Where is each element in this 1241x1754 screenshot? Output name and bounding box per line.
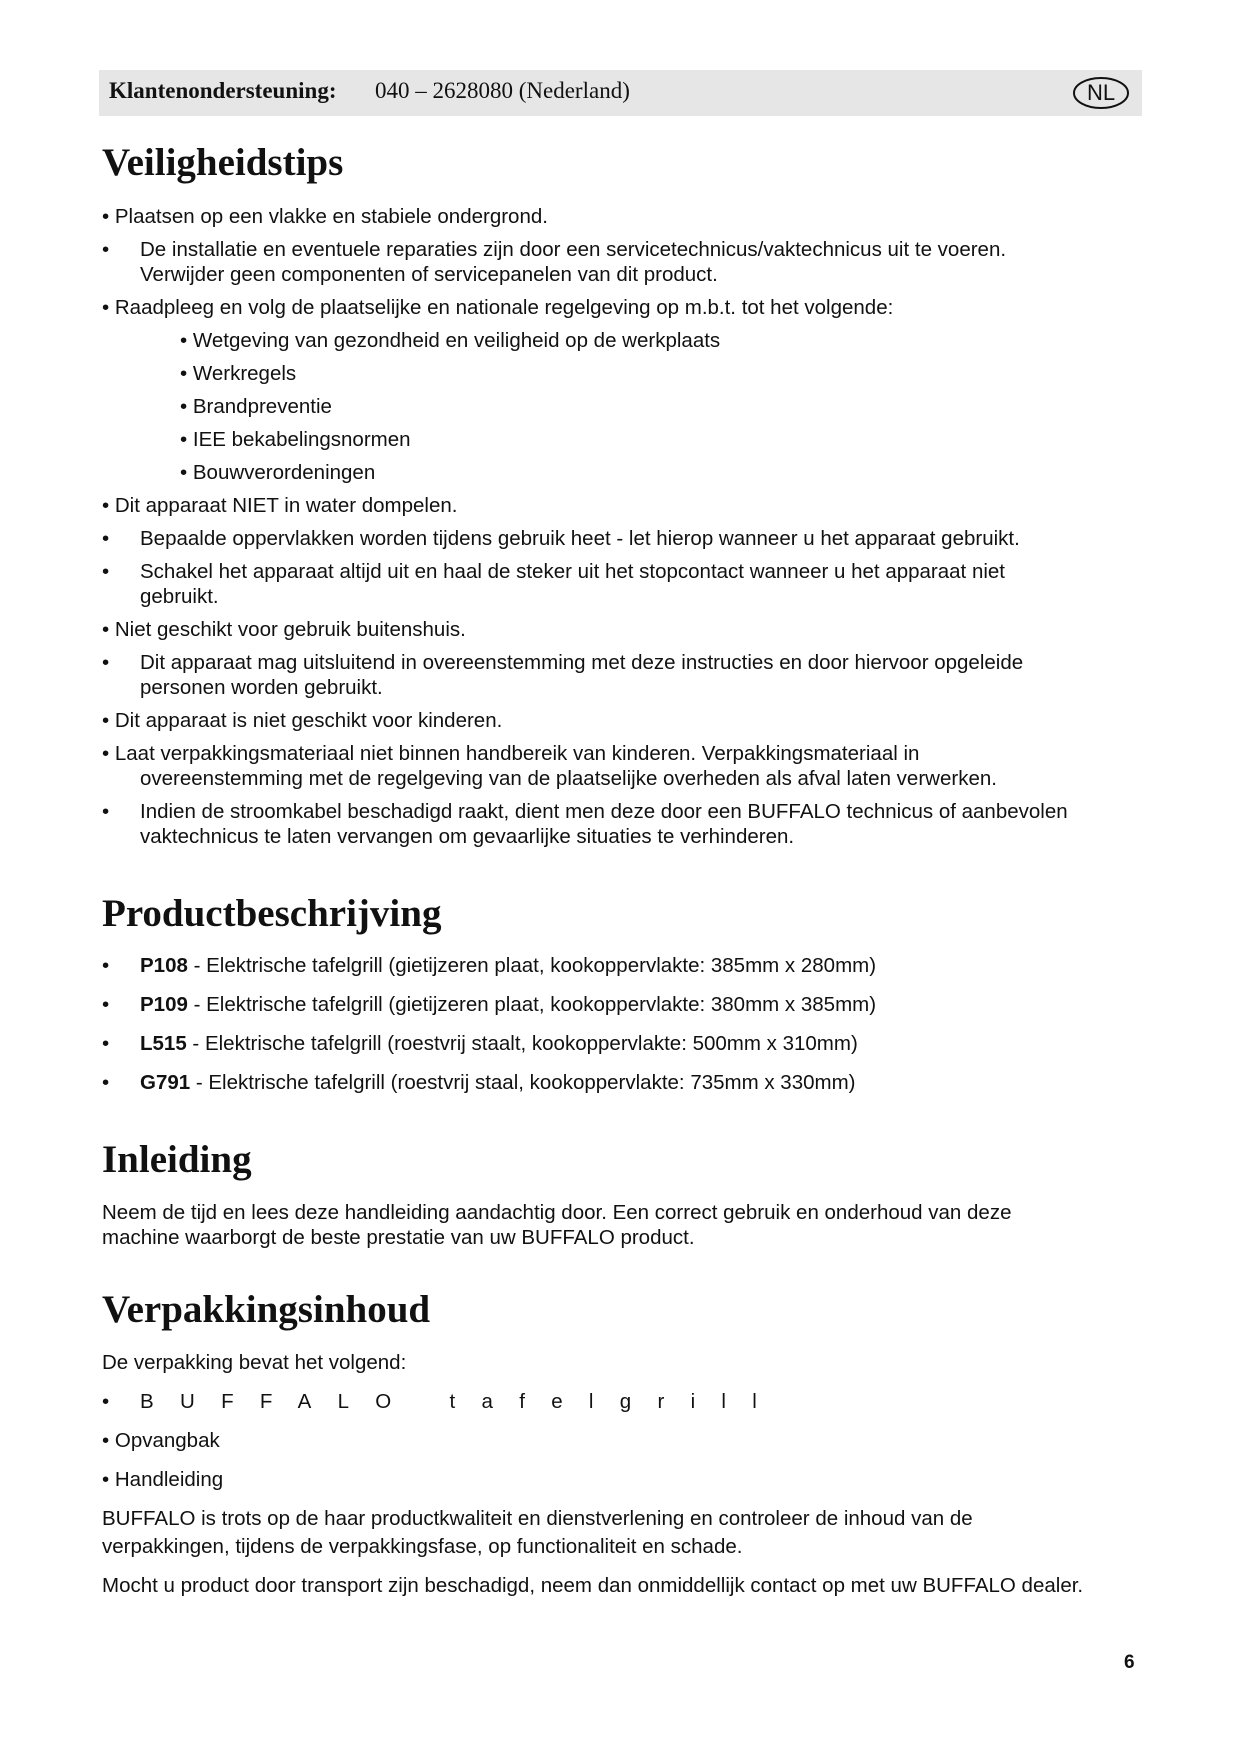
- customer-support-header: [99, 70, 1142, 116]
- package-paragraph: Mocht u product door transport zijn beschadigd, neem dan onmiddellijk contact op met uw BUFFALO dealer.: [102, 1574, 1084, 1597]
- package-lead: De verpakking bevat het volgend:: [102, 1351, 407, 1374]
- sub-list-item: • IEE bekabelingsnormen: [180, 428, 411, 451]
- list-item-continuation: overeenstemming met de regelgeving van de plaatselijke overheden als afval laten verwerken.: [140, 767, 997, 790]
- list-item: • De installatie en eventuele reparaties zijn door een servicetechnicus/vaktechnicus uit te voeren.: [102, 238, 1007, 261]
- list-item: • Bepaalde oppervlakken worden tijdens gebruik heet - let hierop wanneer u het apparaat gebruikt.: [102, 527, 1020, 550]
- list-item: • Raadpleeg en volg de plaatselijke en nationale regelgeving op m.b.t. tot het volgende:: [102, 296, 894, 319]
- section-title-safety: Veiligheidstips: [102, 141, 344, 184]
- product-code: P109: [140, 993, 188, 1016]
- section-title-intro: Inleiding: [102, 1138, 252, 1181]
- product-item: • L515 - Elektrische tafelgrill (roestvrij staalt, kookoppervlakte: 500mm x 310mm): [102, 1032, 858, 1055]
- package-paragraph-line: BUFFALO is trots op de haar productkwaliteit en dienstverlening en controleer de inhoud van de: [102, 1507, 973, 1530]
- section-title-product: Productbeschrijving: [102, 892, 442, 935]
- list-item: • Schakel het apparaat altijd uit en haal de steker uit het stopcontact wanneer u het apparaat niet: [102, 560, 1005, 583]
- language-code: NL: [1086, 80, 1116, 105]
- intro-line: machine waarborgt de beste prestatie van uw BUFFALO product.: [102, 1226, 695, 1249]
- package-item: • Opvangbak: [102, 1429, 220, 1452]
- package-item: • Handleiding: [102, 1468, 224, 1491]
- product-item: • P109 - Elektrische tafelgrill (gietijzeren plaat, kookoppervlakte: 380mm x 385mm): [102, 993, 877, 1016]
- list-item: • Indien de stroomkabel beschadigd raakt, dient men deze door een BUFFALO technicus of aanbevolen: [102, 800, 1068, 823]
- list-item: • Dit apparaat NIET in water dompelen.: [102, 494, 458, 517]
- sub-list-item: • Brandpreventie: [180, 395, 332, 418]
- product-item: • G791 - Elektrische tafelgrill (roestvrij staal, kookoppervlakte: 735mm x 330mm): [102, 1071, 856, 1094]
- support-label: Klantenondersteuning:: [109, 78, 337, 103]
- product-item: • P108 - Elektrische tafelgrill (gietijzeren plaat, kookoppervlakte: 385mm x 280mm): [102, 954, 877, 977]
- section-title-package: Verpakkingsinhoud: [102, 1288, 431, 1331]
- package-paragraph-line: verpakkingen, tijdens de verpakkingsfase, op functionaliteit en schade.: [102, 1535, 743, 1558]
- sub-list-item: • Wetgeving van gezondheid en veiligheid op de werkplaats: [180, 329, 721, 352]
- list-item: • Laat verpakkingsmateriaal niet binnen handbereik van kinderen. Verpakkingsmateriaal in: [102, 742, 920, 765]
- product-code: P108: [140, 954, 188, 977]
- sub-list-item: • Werkregels: [180, 362, 297, 385]
- list-item: • Plaatsen op een vlakke en stabiele ondergrond.: [102, 205, 548, 228]
- list-item: • Niet geschikt voor gebruik buitenshuis.: [102, 618, 466, 641]
- language-badge: [1072, 76, 1130, 110]
- product-code: L515: [140, 1032, 187, 1055]
- intro-line: Neem de tijd en lees deze handleiding aandachtig door. Een correct gebruik en onderhoud van deze: [102, 1201, 1012, 1224]
- list-item-continuation: vaktechnicus te laten vervangen om gevaarlijke situaties te verhinderen.: [140, 825, 795, 848]
- list-item-continuation: personen worden gebruikt.: [140, 676, 383, 699]
- list-item: • Dit apparaat mag uitsluitend in overeenstemming met deze instructies en door hiervoor opgeleide: [102, 651, 1024, 674]
- support-phone: 040 – 2628080 (Nederland): [375, 78, 630, 103]
- sub-list-item: • Bouwverordeningen: [180, 461, 376, 484]
- list-item-continuation: gebruikt.: [140, 585, 219, 608]
- list-item-continuation: Verwijder geen componenten of servicepanelen van dit product.: [140, 263, 718, 286]
- list-item: • Dit apparaat is niet geschikt voor kinderen.: [102, 709, 503, 732]
- product-code: G791: [140, 1071, 191, 1094]
- page-number: 6: [1124, 1652, 1135, 1673]
- package-item: • BUFFALO tafelgrill: [102, 1390, 784, 1413]
